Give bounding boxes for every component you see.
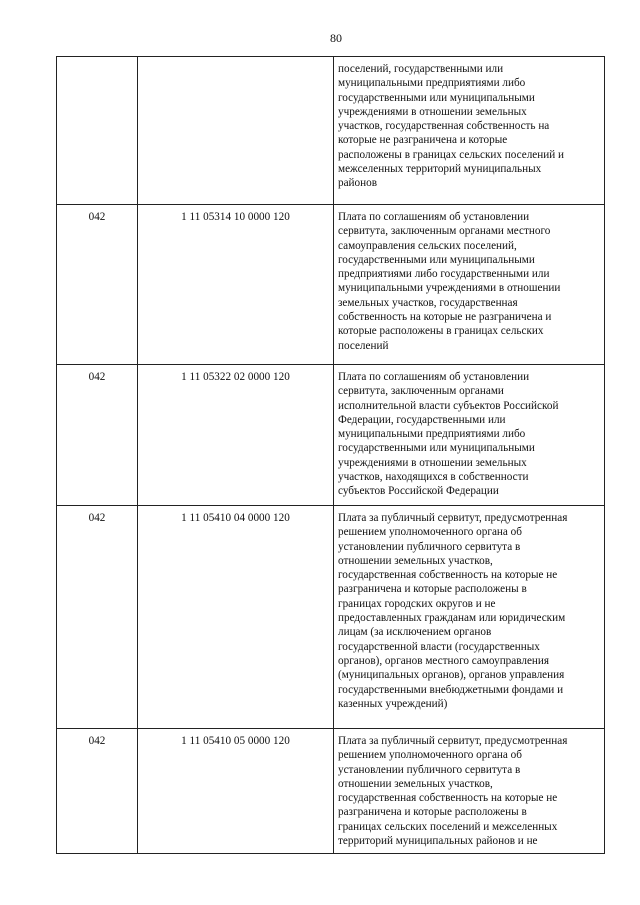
revenue-name-line: расположены в границах сельских поселений и [338, 148, 565, 161]
revenue-name-line: государственными или муниципальными [338, 91, 535, 104]
revenue-name-line: государственными внебюджетными фондами и [338, 683, 564, 696]
revenue-name-line: предоставленных гражданам или юридическим [338, 612, 566, 625]
revenue-name-line: участков, находящихся в собственности [338, 471, 529, 484]
revenue-name-line: районов [338, 177, 378, 190]
revenue-name-line: государственной власти (государственных [338, 640, 540, 653]
revenue-name-line: муниципальными предприятиями либо [338, 428, 526, 441]
revenue-name-line: установлении публичного сервитута в [338, 540, 521, 553]
revenue-code-cell: 1 11 05410 04 0000 120 [138, 506, 334, 729]
revenue-name-line: сервитута, заключенным органами [338, 385, 504, 398]
table-row [57, 729, 605, 854]
revenue-name-line: государственными или муниципальными [338, 442, 535, 455]
revenue-name-line: участков, государственная собственность на [338, 120, 550, 133]
admin-code-cell: 042 [57, 365, 138, 506]
revenue-codes-table [56, 56, 605, 854]
revenue-name-line: исполнительной власти субъектов Российской [338, 399, 559, 412]
revenue-name-line: решением уполномоченного органа об [338, 749, 522, 762]
revenue-name-line: разграничена и которые расположены в [338, 806, 527, 819]
revenue-name-line: предприятиями либо государственными или [338, 268, 550, 281]
revenue-name-cell [334, 205, 605, 365]
revenue-name-line: границах городских округов и не [338, 597, 496, 610]
revenue-name-line: (муниципальных органов), органов управления [338, 669, 565, 682]
revenue-name-line: поселений, государственными или [338, 63, 504, 75]
revenue-name-line: разграничена и которые расположены в [338, 583, 527, 596]
revenue-name-line: границах сельских поселений и межселенных [338, 820, 558, 833]
revenue-code-cell: 1 11 05410 05 0000 120 [138, 729, 334, 854]
revenue-code-cell [138, 57, 334, 205]
revenue-name-line: сервитута, заключенным органами местного [338, 225, 551, 238]
admin-code-cell [57, 57, 138, 205]
revenue-name-line: установлении публичного сервитута в [338, 763, 521, 776]
table-row [57, 506, 605, 729]
revenue-name-line: Плата по соглашениям об установлении [338, 211, 530, 223]
revenue-name-line: субъектов Российской Федерации [338, 485, 499, 498]
revenue-name-line: межселенных территорий муниципальных [338, 163, 542, 176]
page-number: 80 [330, 31, 342, 45]
revenue-name-line: которые расположены в границах сельских [338, 325, 544, 338]
revenue-name-line: отношении земельных участков, [338, 554, 493, 567]
revenue-name-line: территорий муниципальных районов и не [338, 835, 538, 848]
revenue-name-line: собственность на которые не разграничена и [338, 311, 552, 324]
revenue-name-line: казенных учреждений) [338, 697, 448, 710]
revenue-code-cell: 1 11 05314 10 0000 120 [138, 205, 334, 365]
revenue-name-line: Плата по соглашениям об установлении [338, 371, 530, 383]
admin-code-cell: 042 [57, 506, 138, 729]
revenue-name-cell [334, 506, 605, 729]
revenue-name-line: государственная собственность на которые не [338, 569, 558, 582]
revenue-name-line: учреждениями в отношении земельных [338, 105, 527, 118]
admin-code-cell: 042 [57, 205, 138, 365]
table-row [57, 205, 605, 365]
revenue-name-cell [334, 729, 605, 854]
revenue-name-line: которые не разграничена и которые [338, 134, 508, 147]
table-row [57, 57, 605, 205]
revenue-code-cell: 1 11 05322 02 0000 120 [138, 365, 334, 506]
revenue-name-cell [334, 57, 605, 205]
revenue-name-line: Плата за публичный сервитут, предусмотренная [338, 512, 568, 524]
table-row [57, 365, 605, 506]
revenue-name-line: органов), органов местного самоуправления [338, 654, 550, 667]
revenue-name-line: учреждениями в отношении земельных [338, 456, 527, 469]
revenue-name-line: государственными или муниципальными [338, 253, 535, 266]
revenue-name-line: отношении земельных участков, [338, 777, 493, 790]
revenue-name-line: государственная собственность на которые не [338, 792, 558, 805]
revenue-name-line: лицам (за исключением органов [338, 626, 492, 639]
revenue-name-line: Плата за публичный сервитут, предусмотренная [338, 735, 568, 747]
revenue-name-line: муниципальными предприятиями либо [338, 77, 526, 90]
revenue-name-line: решением уполномоченного органа об [338, 526, 522, 539]
revenue-name-line: земельных участков, государственная [338, 296, 518, 309]
revenue-name-line: поселений [338, 339, 389, 352]
revenue-name-cell [334, 365, 605, 506]
revenue-name-line: Федерации, государственными или [338, 413, 506, 426]
revenue-name-line: муниципальными учреждениями в отношении [338, 282, 561, 295]
revenue-name-line: самоуправления сельских поселений, [338, 239, 517, 252]
admin-code-cell: 042 [57, 729, 138, 854]
